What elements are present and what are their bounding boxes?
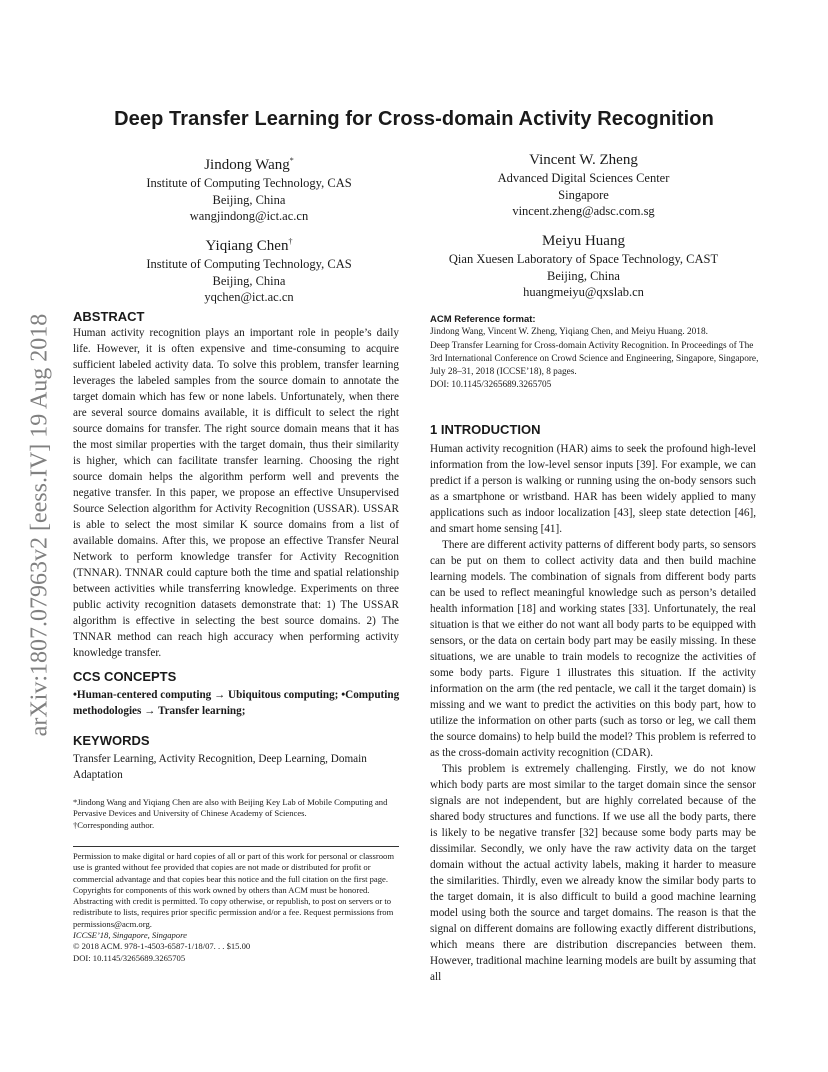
- acm-reference-authors: Jindong Wang, Vincent W. Zheng, Yiqiang Chen, and Meiyu Huang. 2018.: [430, 327, 708, 338]
- footnote-affiliation: *Jindong Wang and Yiqiang Chen are also with Beijing Key Lab of Mobile Computing and Pervasive Devices and University of Chinese Academy of Sciences.: [73, 797, 388, 819]
- footnote-corresponding: †Corresponding author.: [73, 819, 155, 830]
- author-location: Singapore: [558, 187, 609, 202]
- author-affiliation: Institute of Computing Technology, CAS: [146, 176, 352, 190]
- author-email: wangjindong@ict.ac.cn: [189, 209, 309, 223]
- author-name: Yiqiang Chen: [205, 238, 289, 254]
- ccs-heading: CCS CONCEPTS: [73, 669, 177, 684]
- author-location: Beijing, China: [547, 268, 620, 283]
- acm-reference: [430, 313, 760, 393]
- author-location: Beijing, China: [212, 273, 286, 288]
- paper-title: Deep Transfer Learning for Cross-domain Activity Recognition: [114, 108, 714, 130]
- author-mark: *: [289, 156, 294, 165]
- acm-reference-label: ACM Reference format:: [430, 314, 536, 325]
- arxiv-stamp: arXiv:1807.07963v2 [eess.IV] 19 Aug 2018: [26, 313, 53, 737]
- author-affiliation: Advanced Digital Sciences Center: [497, 171, 670, 185]
- introduction-body: [430, 441, 756, 985]
- introduction-paragraph-1: Human activity recognition (HAR) aims to seek the profound high-level information from the low-level sensor inputs [39]. For example, we can predict if a person is walking or running using the on-body sensors such as a smartphone or wristband. HAR has been widely applied to many applications such as indoor localization [43], sleep state detection [46], and smart home sensing [41].: [430, 443, 756, 535]
- author-name: Jindong Wang: [204, 157, 290, 173]
- keywords-text: Transfer Learning, Activity Recognition, Deep Learning, Domain Adaptation: [73, 753, 367, 781]
- author-block: [416, 151, 751, 220]
- author-block: [94, 232, 404, 306]
- author-affiliation: Qian Xuesen Laboratory of Space Technology, CAST: [448, 252, 719, 266]
- keywords-heading: KEYWORDS: [73, 733, 150, 748]
- author-block: [416, 232, 751, 301]
- introduction-heading: 1 INTRODUCTION: [430, 422, 541, 437]
- keywords-body: [73, 751, 399, 783]
- abstract-text: Human activity recognition plays an important role in people’s daily life. However, it is often expensive and time-consuming to acquire sufficient labeled activity data. To solve this problem, transfer learning leverages the labeled samples from the source domain to annotate the target domain which has few or none labels. Unfortunately, when there are several source domains available, it is difficult to select the right source domains for transfer. The right source domain means that it has the most similar properties with the target domain, thus their similarity is higher, which can facilitate transfer learning. Choosing the right source domain helps the algorithm perform well and prevents the negative transfer. In this paper, we propose an effective Unsupervised Source Selection algorithm for Activity Recognition (USSAR). USSAR is able to select the most similar K source domains from a list of available domains. After this, we propose an effective Transfer Neural Network to perform knowledge transfer for Activity Recognition (TNNAR). TNNAR could capture both the time and spatial relationship between activities while transferring knowledge. Experiments on three public activity recognition datasets demonstrate that: 1) The USSAR algorithm is effective in selecting the best source domains. 2) The TNNAR method can reach high accuracy when performing activity knowledge transfer.: [73, 327, 399, 659]
- footnotes: [73, 797, 403, 831]
- introduction-paragraph-3: This problem is extremely challenging. Firstly, we do not know which body parts are most similar to the target domain since the sensor signals are not independent, but are highly correlated because of the shared body structures and functions. If we use all the body parts, there is likely to be negative transfer [32] because some body parts may be dissimilar. Secondly, we only have the raw activity data on the target domain without the actual activity labels, making it harder to measure the similarities. Thirdly, even we already know the similar body parts to the target domain, it is also difficult to build a good machine learning model using both the source and target domains. The reason is that the signal on different domains are following exactly different distributions, which means there are distribution discrepancies between them. However, traditional machine learning models are built by assuming that all: [430, 763, 756, 983]
- author-mark: †: [288, 237, 293, 246]
- author-name: Meiyu Huang: [542, 233, 625, 249]
- abstract-body: [73, 325, 399, 661]
- ccs-line-2: methodologies → Transfer learning;: [73, 705, 246, 717]
- author-name: Vincent W. Zheng: [529, 152, 638, 168]
- permission-block: [73, 851, 403, 964]
- acm-reference-title: Deep Transfer Learning for Cross-domain Activity Recognition. In Proceedings of The 3rd International Conference on Crowd Science and Engineering, Singapore, Singapore, July 28–31, 2018 (ICCSE’18), 8 pages.: [430, 340, 759, 378]
- abstract-heading: ABSTRACT: [73, 309, 145, 324]
- author-email: yqchen@ict.ac.cn: [204, 290, 294, 304]
- permission-doi: DOI: 10.1145/3265689.3265705: [73, 952, 186, 963]
- ccs-line-1: •Human-centered computing → Ubiquitous computing; •Computing: [73, 689, 400, 701]
- author-block: [94, 151, 404, 225]
- author-email: huangmeiyu@qxslab.cn: [523, 285, 644, 299]
- introduction-paragraph-2: There are different activity patterns of different body parts, so sensors can be put on them to collect activity data and then build machine learning models. The combination of signals from different body parts can be used to reflect meaningful knowledge such as person’s detailed health information [18] and working states [33]. Unfortunately, the real situation is that we either do not want all body parts to be equipped with sensors, or the data on certain body part may be easily missing. In these situations, we are unable to train models to recognize the activities of some body parts. Figure 1 illustrates this situation. If the activity information on the arm (the red pentacle, we call it the target domain) is missing and we want to predict the activities on this body part, how to utilize the information on other parts (such as torso or leg, we call them the source domains) to help build the model? This problem is referred to as the cross-domain activity recognition (CDAR).: [430, 539, 756, 759]
- permission-text: Permission to make digital or hard copies of all or part of this work for personal or classroom use is granted without fee provided that copies are not made or distributed for profit or commercial advantage and that copies bear this notice and the full citation on the first page. Copyrights for components of this work owned by others than ACM must be honored. Abstracting with credit is permitted. To copy otherwise, or republish, to post on servers or to redistribute to lists, requires prior specific permission and/or a fee. Request permissions from permissions@acm.org.: [73, 851, 394, 929]
- permission-rule: [73, 846, 399, 847]
- acm-reference-doi: DOI: 10.1145/3265689.3265705: [430, 380, 552, 391]
- author-affiliation: Institute of Computing Technology, CAS: [146, 257, 352, 271]
- author-email: vincent.zheng@adsc.com.sg: [512, 204, 655, 218]
- permission-venue: ICCSE’18, Singapore, Singapore: [73, 930, 187, 941]
- permission-copyright: © 2018 ACM. 978-1-4503-6587-1/18/07. . . $15.00: [73, 941, 251, 952]
- author-location: Beijing, China: [212, 192, 286, 207]
